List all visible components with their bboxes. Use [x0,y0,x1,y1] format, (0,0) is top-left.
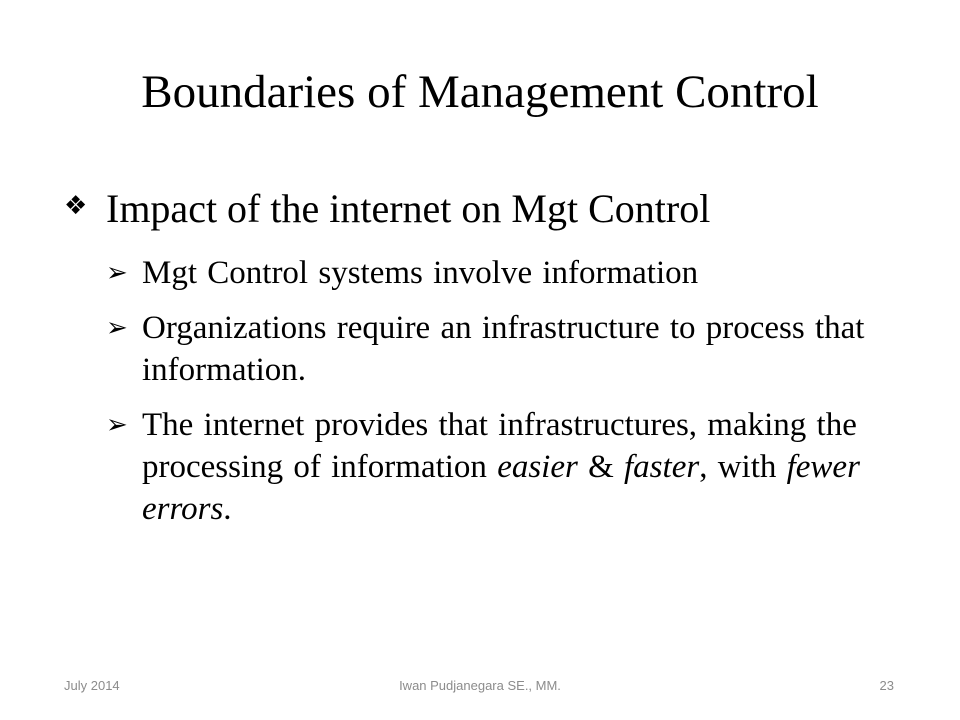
arrowhead-bullet-icon: ➢ [106,258,128,288]
footer-page-number: 23 [879,678,894,693]
four-diamond-bullet-icon: ❖ [64,191,88,221]
slide-title: Boundaries of Management Control [141,66,819,118]
main-bullet-text: Impact of the internet on Mgt Control [106,186,711,231]
sub-bullet-text: Mgt Control systems involve information [142,255,699,291]
emphasis-faster: faster [624,449,700,485]
footer-author: Iwan Pudjanegara SE., MM. [399,678,561,693]
sub-bullet-text-segment: & [577,449,625,485]
sub-bullet-item [106,404,896,530]
sub-bullet-text-segment: . [223,491,232,527]
sub-bullet-item [106,307,896,391]
sub-bullet-text-segment: , with [699,449,787,485]
emphasis-fewer-errors: fewer errors [142,449,860,527]
sub-bullet-text-segment: The internet provides that infrastructures, making the processing of information [142,407,857,485]
main-bullet [64,178,710,237]
sub-bullet-text: Organizations require an infrastructure to process that information. [142,310,865,388]
sub-bullet-text [142,404,896,530]
arrowhead-bullet-icon: ➢ [106,313,128,343]
footer-date: July 2014 [64,678,120,693]
arrowhead-bullet-icon: ➢ [106,410,128,440]
emphasis-easier: easier [497,449,578,485]
sub-bullet-list [106,252,896,543]
sub-bullet-item [106,252,896,294]
